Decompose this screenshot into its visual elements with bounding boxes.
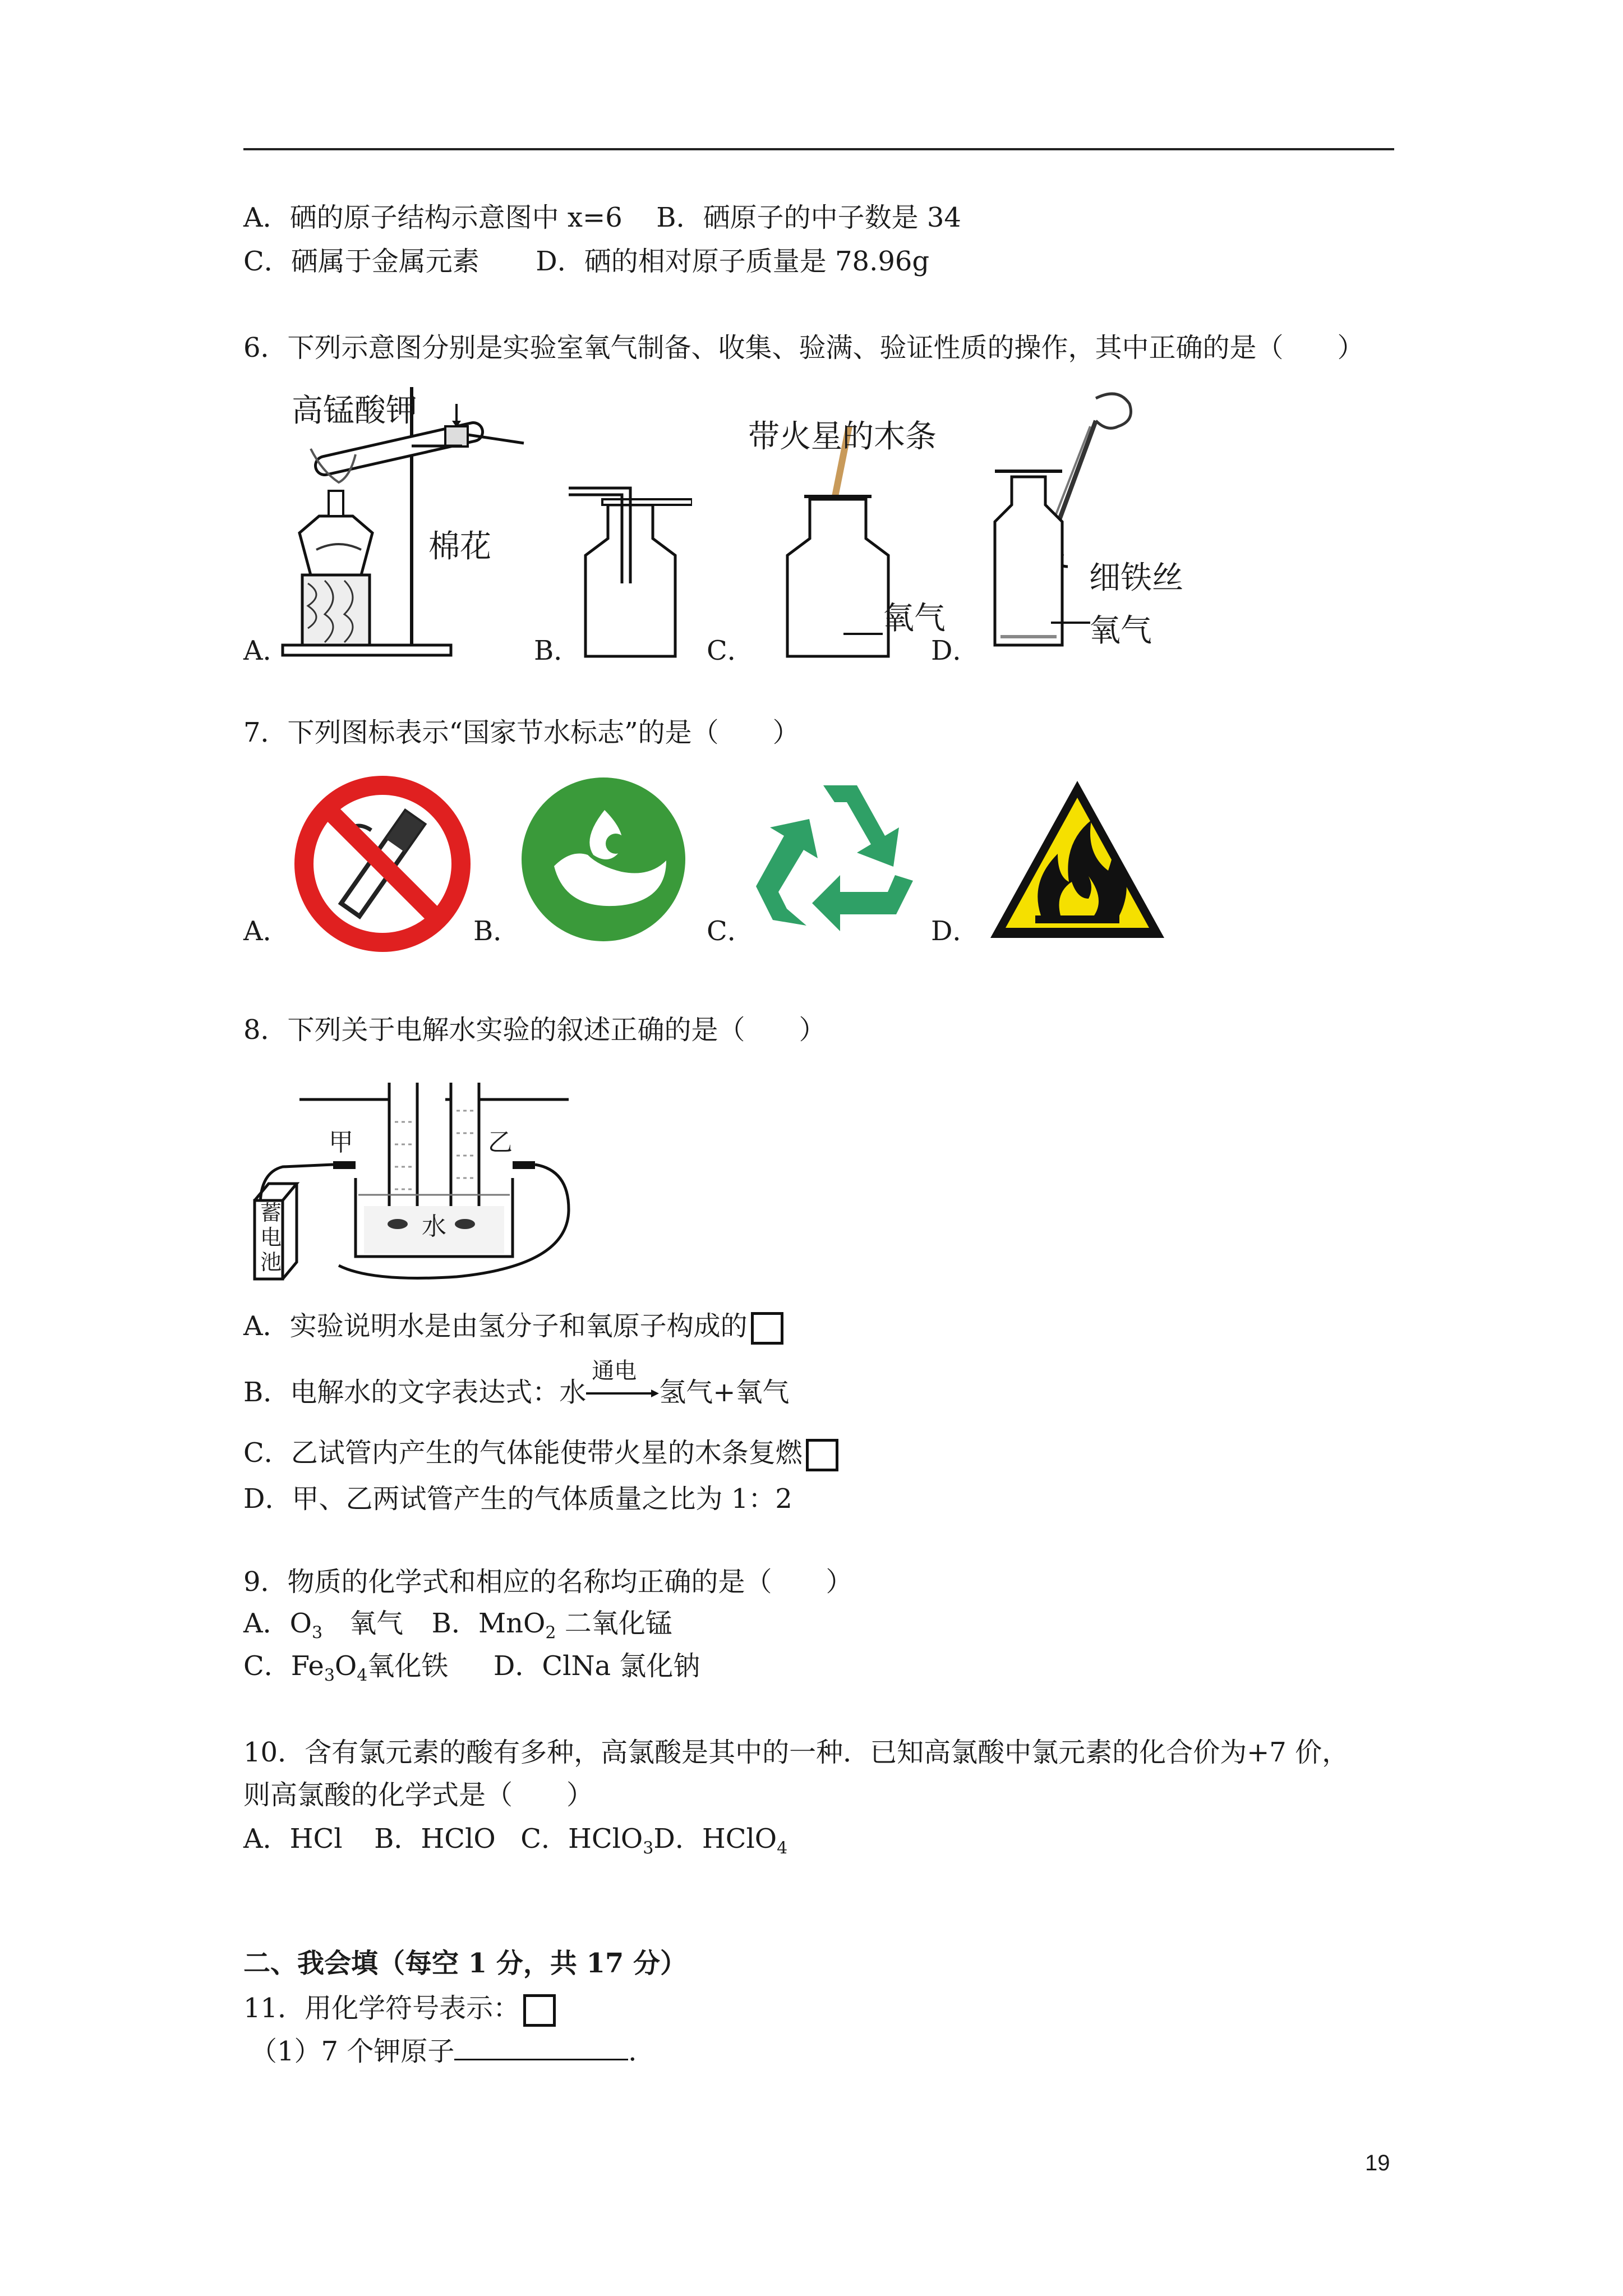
- q8-label-yi: 乙: [488, 1128, 513, 1157]
- q9-option-c-name: 氧化铁: [367, 1650, 449, 1682]
- q7-water-saving-icon: [520, 776, 686, 942]
- q9-option-b-sub: 2: [545, 1623, 556, 1643]
- q6-fig-d-label-iron-wire: 细铁丝: [1089, 560, 1183, 596]
- q8-label-water: 水: [422, 1212, 446, 1241]
- q10-stem-line2: 则高氯酸的化学式是（ ）: [243, 1779, 594, 1811]
- q6-fig-d-label-oxygen: 氧气: [1089, 613, 1152, 649]
- q6-fig-b-gas-collection-bottle: [569, 482, 692, 662]
- q8-option-b-arrow: [586, 1358, 659, 1409]
- q9-option-b-formula: B．MnO: [431, 1608, 546, 1639]
- q5-option-d: D．硒的相对原子质量是 78.96g: [536, 246, 930, 277]
- header-rule: [243, 148, 1394, 150]
- q11-1-text: （1）7 个钾原子: [250, 2036, 455, 2067]
- q10-option-a: A．HCl: [243, 1823, 343, 1855]
- q8-figure-electrolysis: [243, 1066, 591, 1290]
- q9-option-b-name: 二氧化锰: [556, 1608, 672, 1639]
- q6-fig-a-label-potassium-permanganate: 高锰酸钾: [292, 393, 417, 429]
- q6-option-c: C．: [707, 635, 754, 666]
- section2-heading: 二、我会填（每空 1 分，共 17 分）: [243, 1948, 688, 1979]
- q9-option-a-name: 氧气: [322, 1608, 404, 1639]
- q8-option-b-suffix: 氢气+氧气: [659, 1377, 790, 1408]
- q6-option-d: D．: [931, 635, 980, 666]
- q8-option-b-line: [243, 1358, 790, 1409]
- q8-option-a-line: [243, 1309, 783, 1345]
- q6-stem: 6．下列示意图分别是实验室氧气制备、收集、验满、验证性质的操作，其中正确的是（ ）: [243, 332, 1364, 364]
- q10-option-c-sub: 3: [643, 1838, 654, 1858]
- q9-option-a-sub: 3: [312, 1623, 323, 1643]
- q6-fig-a-label-cotton: 棉花: [428, 528, 491, 565]
- q7-option-c: C．: [707, 915, 754, 947]
- q10-stem-line1: 10．含有氯元素的酸有多种，高氯酸是其中的一种．已知高氯酸中氯元素的化合价为+7 价，: [243, 1737, 1349, 1768]
- q10-option-c: C．HClO: [520, 1823, 643, 1855]
- q8-option-a: A．实验说明水是由氢分子和氧原子构成的: [243, 1310, 748, 1342]
- q9-options-line2: [243, 1649, 700, 1693]
- q10-option-d-sub: 4: [777, 1838, 788, 1858]
- page-number: 19: [1365, 2151, 1390, 2175]
- q7-option-d: D．: [931, 915, 980, 947]
- q6-fig-c-label-oxygen: 氧气: [883, 600, 946, 637]
- q10-options: [243, 1822, 787, 1866]
- q9-option-d: D．ClNa 氯化钠: [493, 1650, 700, 1682]
- q9-option-c-f2: O: [334, 1650, 357, 1682]
- q9-option-c-s2: 4: [357, 1665, 368, 1686]
- q7-option-a: A．: [243, 915, 290, 947]
- q8-electrolysis-apparatus: [243, 1066, 591, 1290]
- q9-option-a-formula: A．O: [243, 1608, 312, 1639]
- q11-box: [523, 1994, 556, 2027]
- q8-reaction-arrow-icon: [586, 1388, 659, 1399]
- q6-figures: [243, 381, 1393, 673]
- q7-recycle-icon: [750, 774, 930, 942]
- q8-stem: 8．下列关于电解水实验的叙述正确的是（ ）: [243, 1014, 826, 1046]
- q11-1-end: ．: [628, 2036, 656, 2067]
- q5-option-a: A．硒的原子结构示意图中 x=6: [243, 202, 623, 233]
- q11-stem: 11．用化学符号表示：: [243, 1993, 520, 2024]
- q8-label-jia: 甲: [329, 1128, 353, 1157]
- q10-option-d: D．HClO: [653, 1823, 777, 1855]
- q8-option-d: D．甲、乙两试管产生的气体质量之比为 1：2: [243, 1483, 792, 1515]
- q6-fig-c-label-glowing-splint: 带火星的木条: [748, 418, 937, 455]
- q9-stem: 9．物质的化学式和相应的名称均正确的是（ ）: [243, 1566, 853, 1598]
- q7-flammable-warning-icon: [985, 775, 1170, 944]
- q11-1-line: [250, 2034, 655, 2068]
- q5-option-c: C．硒属于金属元素: [243, 246, 479, 277]
- q10-option-b: B．HClO: [374, 1823, 496, 1855]
- q11-stem-line: [243, 1991, 556, 2027]
- q8-option-c-box: [806, 1439, 838, 1471]
- q5-option-b: B．硒原子的中子数是 34: [656, 202, 961, 233]
- q8-label-battery: 蓄电池: [260, 1200, 282, 1274]
- q9-option-c-f1: C．Fe: [243, 1650, 324, 1682]
- q5-options-line2: [243, 245, 929, 278]
- q8-option-c: C．乙试管内产生的气体能使带火星的木条复燃: [243, 1437, 803, 1469]
- q11-1-answer-blank[interactable]: [454, 2034, 628, 2060]
- q5-options-line1: [243, 201, 961, 234]
- q9-options-line1: [243, 1607, 672, 1650]
- q8-option-b-prefix: B．电解水的文字表达式：水: [243, 1377, 587, 1408]
- q7-option-b: B．: [473, 915, 520, 947]
- q8-option-b-condition: 通电: [592, 1358, 637, 1384]
- q7-stem: 7．下列图标表示“国家节水标志”的是（ ）: [243, 717, 800, 748]
- q7-figures: [243, 774, 1393, 959]
- q8-option-c-line: [243, 1436, 838, 1471]
- q7-no-smoking-icon: [293, 774, 472, 954]
- q6-option-b: B．: [534, 635, 581, 666]
- q6-option-a: A．: [243, 635, 290, 666]
- q8-option-a-box: [751, 1312, 783, 1345]
- q9-option-c-s1: 3: [324, 1665, 335, 1686]
